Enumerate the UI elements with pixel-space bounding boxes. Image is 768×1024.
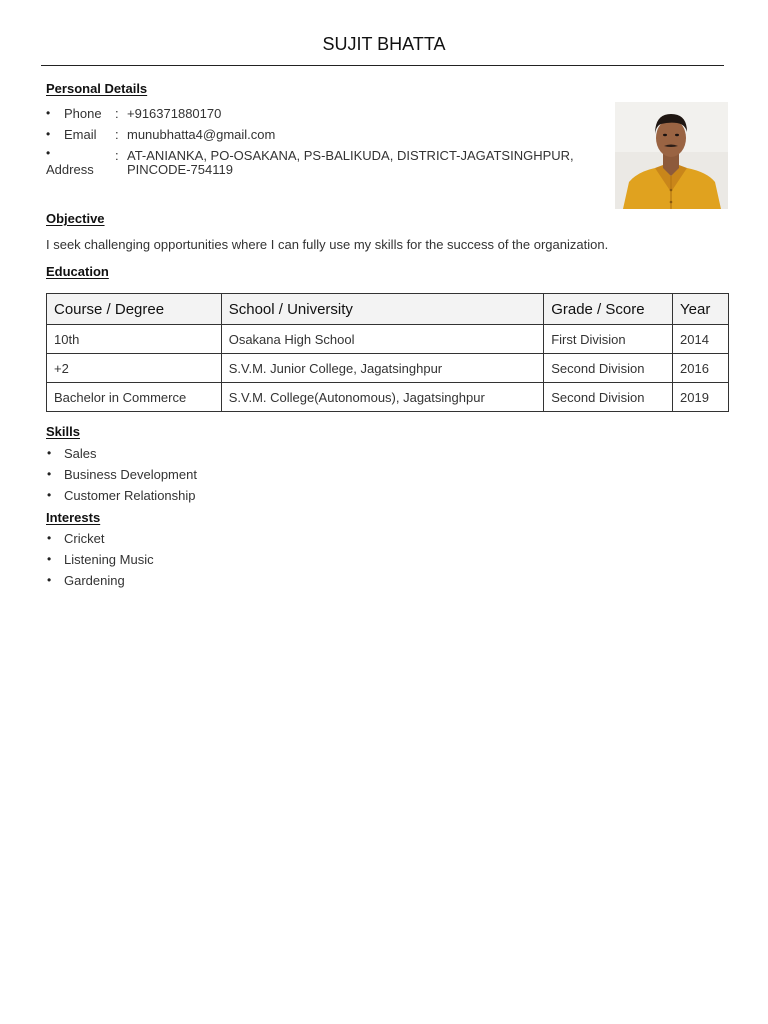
- table-row: [47, 383, 729, 412]
- email-value: munubhatta4@gmail.com: [127, 127, 276, 142]
- grade-cell: Second Division: [544, 383, 673, 412]
- year-cell: 2014: [673, 325, 729, 354]
- title-divider: [41, 65, 724, 66]
- personal-details-heading: Personal Details: [46, 81, 148, 96]
- separator: :: [115, 148, 119, 163]
- table-row: [47, 354, 729, 383]
- school-cell: S.V.M. College(Autonomous), Jagatsinghpur: [221, 383, 543, 412]
- course-cell: Bachelor in Commerce: [47, 383, 222, 412]
- table-row: [47, 325, 729, 354]
- skills-list: [46, 443, 197, 506]
- candidate-name: SUJIT BHATTA: [322, 34, 446, 54]
- bullet-icon: •: [46, 146, 51, 160]
- list-item: • Cricket: [46, 528, 154, 549]
- objective-text: I seek challenging opportunities where I can fully use my skills for the success of the organization.: [46, 237, 609, 252]
- list-item: • Sales: [46, 443, 197, 464]
- bullet-icon: •: [46, 106, 51, 120]
- table-header-row: [47, 294, 729, 325]
- list-item: • Listening Music: [46, 549, 154, 570]
- course-cell: 10th: [47, 325, 222, 354]
- phone-value: +916371880170: [127, 106, 222, 121]
- list-item: • Business Development: [46, 464, 197, 485]
- address-row: [46, 148, 586, 180]
- grade-cell: First Division: [544, 325, 673, 354]
- interests-heading: Interests: [46, 510, 101, 525]
- address-value-line1: AT-ANIANKA, PO-OSAKANA, PS-BALIKUDA, DISTRICT-JAGATSINGHPUR,: [127, 148, 574, 163]
- objective-heading: Objective: [46, 211, 105, 226]
- list-item: • Customer Relationship: [46, 485, 197, 506]
- phone-row: [46, 106, 586, 122]
- bullet-icon: •: [46, 127, 51, 141]
- education-table: [46, 293, 729, 412]
- grade-cell: Second Division: [544, 354, 673, 383]
- list-item: • Gardening: [46, 570, 154, 591]
- profile-photo: [615, 102, 728, 209]
- course-cell: +2: [47, 354, 222, 383]
- column-header-year: Year: [673, 294, 729, 325]
- school-cell: Osakana High School: [221, 325, 543, 354]
- column-header-school: School / University: [221, 294, 543, 325]
- school-cell: S.V.M. Junior College, Jagatsinghpur: [221, 354, 543, 383]
- year-cell: 2019: [673, 383, 729, 412]
- column-header-grade: Grade / Score: [544, 294, 673, 325]
- education-heading: Education: [46, 264, 109, 279]
- interests-list: [46, 528, 154, 591]
- address-value-line2: PINCODE-754119: [127, 162, 233, 177]
- separator: :: [115, 106, 119, 121]
- year-cell: 2016: [673, 354, 729, 383]
- skills-heading: Skills: [46, 424, 80, 439]
- email-label: Email: [64, 127, 97, 142]
- phone-label: Phone: [64, 106, 102, 121]
- email-row: [46, 127, 586, 143]
- address-label: Address: [46, 162, 94, 177]
- separator: :: [115, 127, 119, 142]
- column-header-course: Course / Degree: [47, 294, 222, 325]
